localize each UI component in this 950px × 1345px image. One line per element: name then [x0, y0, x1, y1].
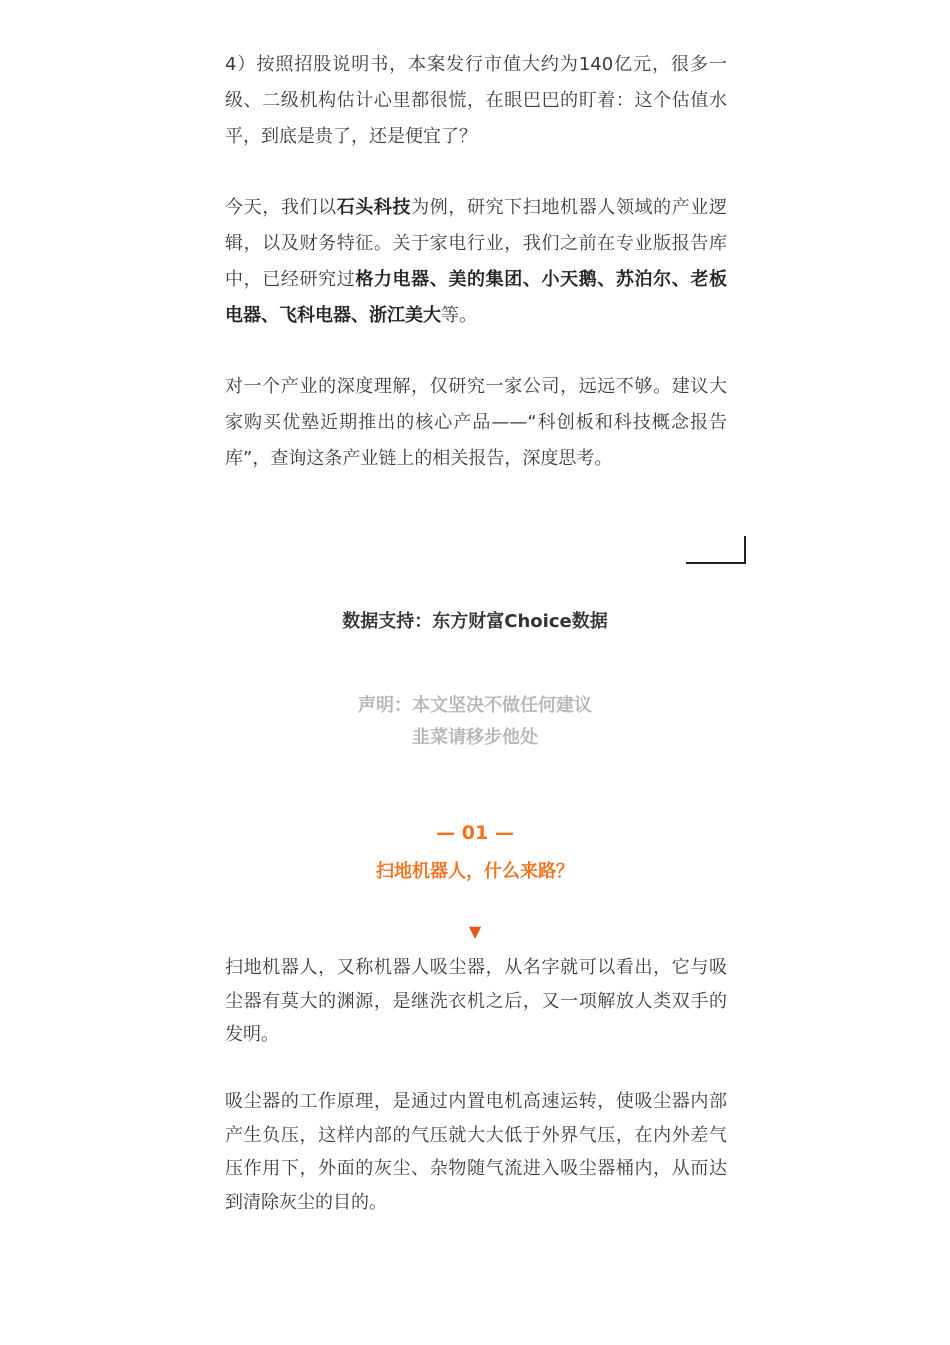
- corner-divider-mark: [686, 536, 746, 564]
- down-arrow-icon: ▼: [468, 922, 482, 941]
- text-segment: 为例，研究下扫地机器人领域的产业逻辑，以及财务特征。关于家电行业，我们之前在专业版报告库中，已经研究过: [225, 197, 728, 290]
- paragraph-case-study-intro: [225, 190, 727, 334]
- disclaimer-line-2: 韭菜请移步他处: [412, 727, 538, 748]
- company-name-highlight: 石头科技: [336, 197, 412, 218]
- section-number: — 01 —: [436, 822, 514, 844]
- paragraph-vacuum-principle: 吸尘器的工作原理，是通过内置电机高速运转，使吸尘器内部产生负压，这样内部的气压就大大低于外界气压，在内外差气压作用下，外面的灰尘、杂物随气流进入吸尘器桶内，从而达到清除灰尘的目的。: [225, 1091, 727, 1213]
- text-segment: 等。: [441, 305, 477, 326]
- disclaimer-line-1: 声明：本文坚决不做任何建议: [358, 695, 592, 716]
- paragraph-robot-definition: 扫地机器人，又称机器人吸尘器，从名字就可以看出，它与吸尘器有莫大的渊源，是继洗衣机之后，又一项解放人类双手的发明。: [225, 957, 727, 1045]
- text-segment: 今天，我们以: [225, 197, 337, 218]
- company-list-highlight: 格力电器、美的集团、小天鹅、苏泊尔、老板电器、飞科电器、浙江美大: [225, 269, 728, 326]
- data-source-credit: 数据支持：东方财富Choice数据: [342, 611, 608, 632]
- paragraph-product-recommendation: 对一个产业的深度理解，仅研究一家公司，远远不够。建议大家购买优塾近期推出的核心产品——“科创板和科技概念报告库”，查询这条产业链上的相关报告，深度思考。: [225, 376, 727, 469]
- section-title: 扫地机器人，什么来路？: [376, 861, 574, 882]
- paragraph-valuation-question: 4）按照招股说明书，本案发行市值大约为140亿元，很多一级、二级机构估计心里都很慌，在眼巴巴的盯着：这个估值水平，到底是贵了，还是便宜了？: [225, 54, 727, 147]
